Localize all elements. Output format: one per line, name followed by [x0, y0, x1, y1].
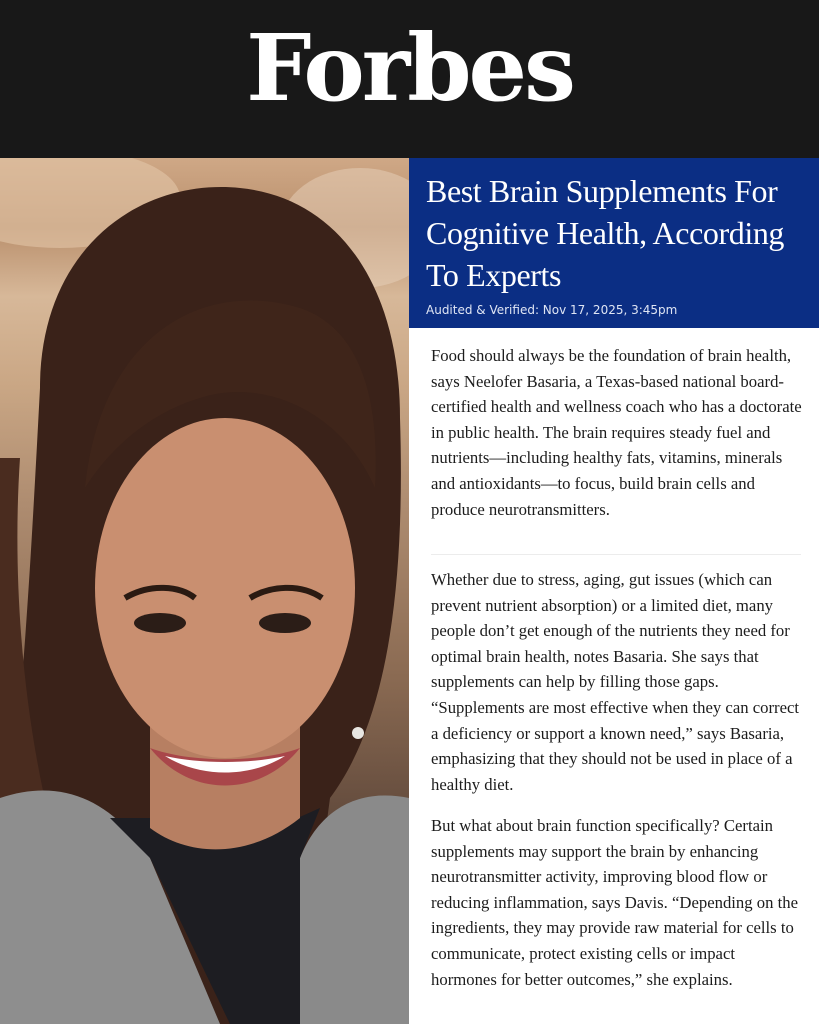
- portrait-photo: [0, 158, 409, 1024]
- headline-box: [409, 158, 819, 328]
- verified-timestamp: Audited & Verified: Nov 17, 2025, 3:45pm: [426, 303, 678, 317]
- forbes-logo[interactable]: Forbes: [246, 14, 573, 122]
- article-headline: Best Brain Supplements For Cognitive Health, According To Experts: [426, 173, 785, 293]
- paragraph-divider: [431, 554, 801, 555]
- masthead: [0, 0, 819, 158]
- article-paragraph-2: Whether due to stress, aging, gut issues (which can prevent nutrient absorption) or a limited diet, many people don’t get enough of the nutrients they need for optimal brain health, notes Basaria. She says that supplements can help by filling those gaps. “Supplements are most effective when they can correct a deficiency or support a known need,” says Basaria, emphasizing that they should not be used in place of a healthy diet.: [431, 570, 800, 794]
- article-paragraph-3: But what about brain function specifically? Certain supplements may support the brain by enhancing neurotransmitter activity, improving blood flow or reducing inflammation, says Davis. “Depending on the ingredients, they may provide raw material for cells to communicate, protect existing cells or impact hormones for better outcomes,” she explains.: [431, 816, 799, 989]
- article-paragraph-1: Food should always be the foundation of brain health, says Neelofer Basaria, a Texas-based national board-certified health and wellness coach who has a doctorate in public health. The brain requires steady fuel and nutrients—including healthy fats, vitamins, minerals and antioxidants—to focus, build brain cells and produce neurotransmitters.: [431, 346, 802, 519]
